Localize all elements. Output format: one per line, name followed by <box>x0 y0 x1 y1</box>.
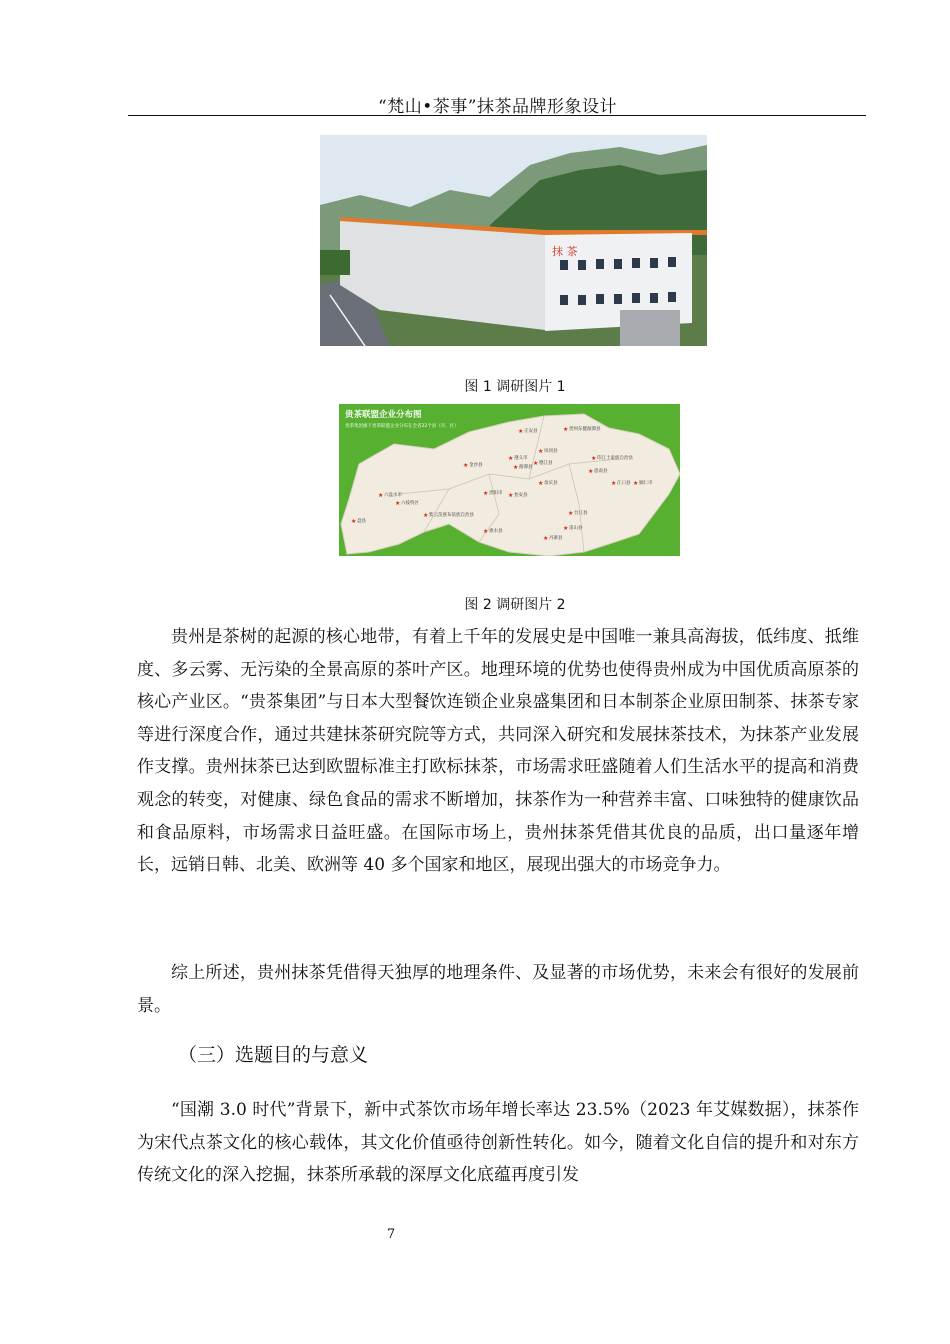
equipment <box>620 310 680 346</box>
paragraph-purpose: “国潮 3.0 时代”背景下，新中式茶饮市场年增长率达 23.5%（2023 年艾媒数据），抹茶作为宋代点茶文化的核心载体，其文化价值亟待创新性转化。如今，随着文化自信的提升和对东方传统文化的深入挖掘，抹茶所承载的深厚文化底蕴再度引发 <box>137 1100 859 1186</box>
paragraph-guizhou-origin: 贵州是茶树的起源的核心地带，有着上千年的发展史是中国唯一兼具高海拔，低纬度、抵维度、多云雾、无污染的全景高原的茶叶产区。地理环境的优势也使得贵州成为中国优质高原茶的核心产业区。“贵茶集团”与日本大型餐饮连锁企业泉盛集团和日本制茶企业原田制茶、抹茶专家等进行深度合作，通过共建抹茶研究院等方式，共同深入研究和发展抹茶技术，为抹茶产业发展作支撑。贵州抹茶已达到欧盟标准主打欧标抹茶，市场需求旺盛随着人们生活水平的提高和消费观念的转变，对健康、绿色食品的需求不断增加，抹茶作为一种营养丰富、口味独特的健康饮品和食品原料，市场需求日益旺盛。在国际市场上，贵州抹茶凭借其优良的品质，出口量逐年增长，远销日韩、北美、欧洲等 40 多个国家和地区，展现出强大的市场竞争力。 <box>137 627 859 876</box>
map-label: 思南县 <box>594 469 608 474</box>
figure-2-map <box>339 404 680 556</box>
body-text-block-3 <box>137 1094 859 1192</box>
map-star-icon: ★ <box>591 455 597 462</box>
map-label: 金沙县 <box>469 463 483 468</box>
map-label: 铜仁市 <box>639 481 653 486</box>
map-subtitle <box>345 422 459 429</box>
figure-1-factory-photo <box>320 135 707 346</box>
map-label: 湄潭县 <box>519 465 533 470</box>
map-label: 余庆县 <box>544 481 558 486</box>
map-star-icon: ★ <box>588 468 594 475</box>
map-title: 贵茶联盟企业分布图 <box>345 410 422 420</box>
map-star-icon: ★ <box>395 500 401 507</box>
map-star-icon: ★ <box>538 448 544 455</box>
map-label: 正安县 <box>524 429 538 434</box>
figure-2-caption: 图 2 调研图片 2 <box>464 597 566 613</box>
map-star-icon: ★ <box>463 462 469 469</box>
map-star-icon: ★ <box>423 512 429 519</box>
map-subtitle-text: 贵茶集团旗下贵茶联盟企业分布在全省22个县（市、区） <box>345 424 459 429</box>
map-star-icon: ★ <box>633 480 639 487</box>
body-text-block-2 <box>137 957 859 1022</box>
map-star-icon: ★ <box>568 510 574 517</box>
body-text-block-1 <box>137 621 859 882</box>
map-label: 盘县 <box>357 519 366 524</box>
map-star-icon: ★ <box>533 460 539 467</box>
map-label: 贵阳市 <box>489 491 503 496</box>
map-star-icon: ★ <box>538 480 544 487</box>
map-star-icon: ★ <box>483 490 489 497</box>
distribution-map <box>339 404 680 556</box>
map-star-icon: ★ <box>513 464 519 471</box>
map-label: 遵义市 <box>514 456 528 461</box>
header-rule <box>128 115 866 116</box>
map-label: 惠水县 <box>489 529 503 534</box>
map-label: 贵州东健湄潭县 <box>569 427 601 432</box>
trees <box>320 250 350 275</box>
map-star-icon: ★ <box>378 492 384 499</box>
map-label: 瓮安县 <box>514 493 528 498</box>
figure-1-caption: 图 1 调研图片 1 <box>464 379 566 395</box>
map-label: 六枝特区 <box>401 501 419 506</box>
map-label: 台江县 <box>574 511 588 516</box>
map-label: 丹寨县 <box>549 536 563 541</box>
factory-sign: 抹 茶 <box>552 245 578 258</box>
map-star-icon: ★ <box>518 428 524 435</box>
map-star-icon: ★ <box>543 535 549 542</box>
map-star-icon: ★ <box>483 528 489 535</box>
factory-photo-illustration <box>320 135 707 346</box>
map-label: 六盘水市 <box>384 493 402 498</box>
section-heading: （三）选题目的与意义 <box>178 1044 369 1066</box>
map-star-icon: ★ <box>508 455 514 462</box>
map-label: 德江县 <box>539 461 553 466</box>
map-label: 紫云苗族布依族自治县 <box>429 513 474 518</box>
map-label: 江口县 <box>617 481 631 486</box>
map-star-icon: ★ <box>563 426 569 433</box>
page-number: 7 <box>386 1227 396 1242</box>
map-star-icon: ★ <box>563 525 569 532</box>
paragraph-summary: 综上所述，贵州抹茶凭借得天独厚的地理条件、及显著的市场优势，未来会有很好的发展前景。 <box>137 963 859 1016</box>
map-star-icon: ★ <box>611 480 617 487</box>
map-label: 雷山县 <box>569 526 583 531</box>
map-label: 印江土家族自治县 <box>597 456 633 461</box>
map-label: 凤冈县 <box>544 449 558 454</box>
page-header-title: “梵山•茶事”抹茶品牌形象设计 <box>378 97 617 117</box>
map-star-icon: ★ <box>351 518 357 525</box>
map-star-icon: ★ <box>508 492 514 499</box>
